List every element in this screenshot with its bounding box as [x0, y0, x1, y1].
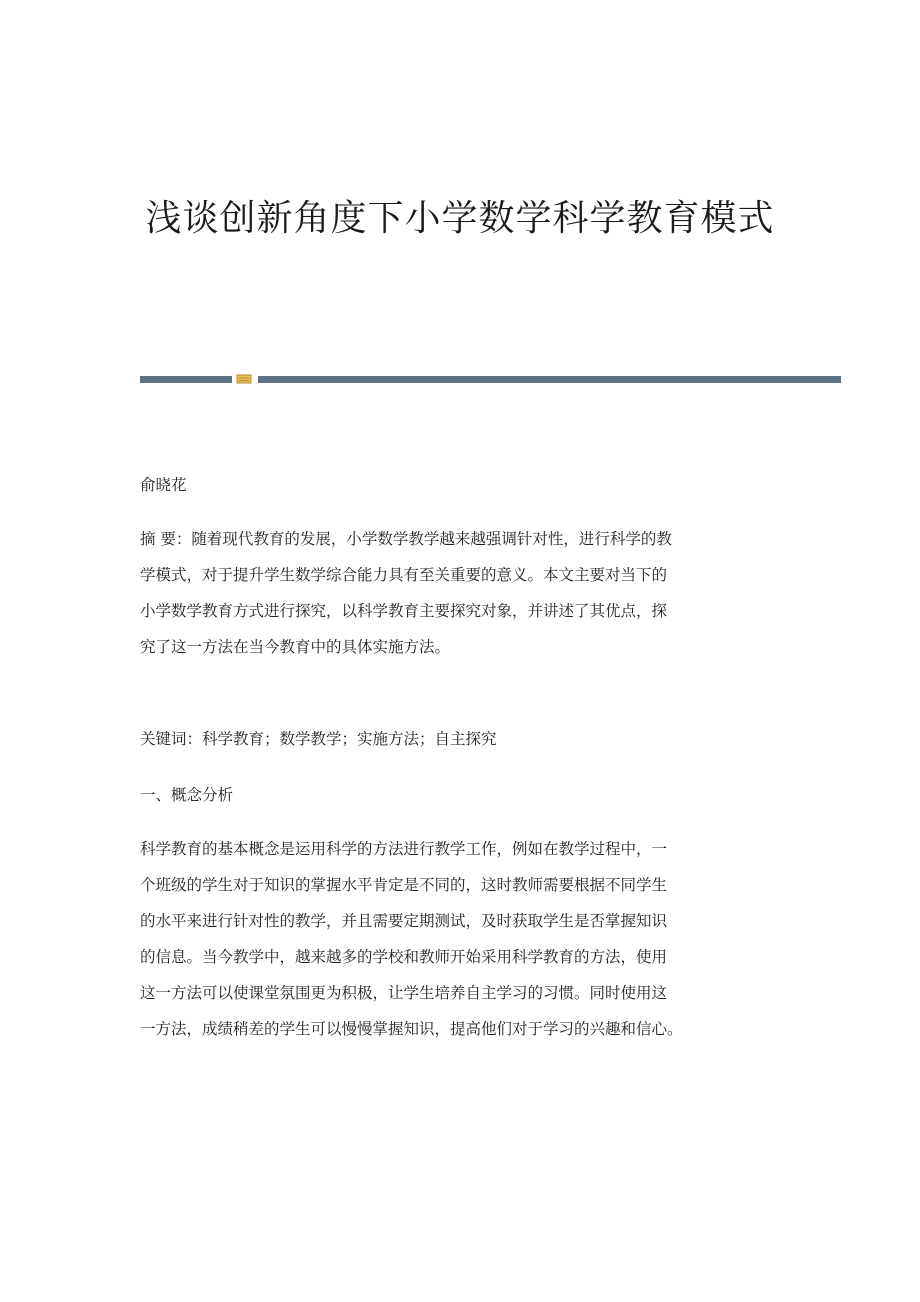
abstract-line: 摘 要：随着现代教育的发展，小学数学教学越来越强调针对性，进行科学的教	[140, 530, 672, 548]
title-divider	[140, 372, 841, 386]
body-line: 的水平来进行针对性的教学，并且需要定期测试，及时获取学生是否掌握知识	[140, 912, 668, 930]
abstract-paragraph	[140, 521, 790, 665]
keywords-line: 关键词：科学教育；数学教学；实施方法；自主探究	[140, 730, 497, 748]
body-line: 的信息。当今教学中，越来越多的学校和教师开始采用科学教育的方法，使用	[140, 948, 668, 966]
pencil-icon	[236, 373, 252, 385]
body-line: 个班级的学生对于知识的掌握水平肯定是不同的，这时教师需要根据不同学生	[140, 876, 668, 894]
abstract-line: 小学数学教育方式进行探究，以科学教育主要探究对象，并讲述了其优点，探	[140, 602, 668, 620]
divider-bar-right	[258, 376, 841, 383]
document-title: 浅谈创新角度下小学数学科学教育模式	[145, 198, 775, 239]
body-line: 科学教育的基本概念是运用科学的方法进行教学工作，例如在教学过程中，一	[140, 840, 668, 858]
body-line: 这一方法可以使课堂氛围更为积极，让学生培养自主学习的习惯。同时使用这	[140, 984, 668, 1002]
abstract-line: 究了这一方法在当今教育中的具体实施方法。	[140, 638, 451, 656]
body-paragraph	[140, 831, 790, 1047]
abstract-line: 学模式，对于提升学生数学综合能力具有至关重要的意义。本文主要对当下的	[140, 566, 668, 584]
body-line: 一方法，成绩稍差的学生可以慢慢掌握知识，提高他们对于学习的兴趣和信心。	[140, 1020, 683, 1038]
section-heading: 一、概念分析	[140, 786, 234, 804]
divider-bar-left	[140, 376, 232, 383]
author-name: 俞晓花	[140, 476, 187, 494]
